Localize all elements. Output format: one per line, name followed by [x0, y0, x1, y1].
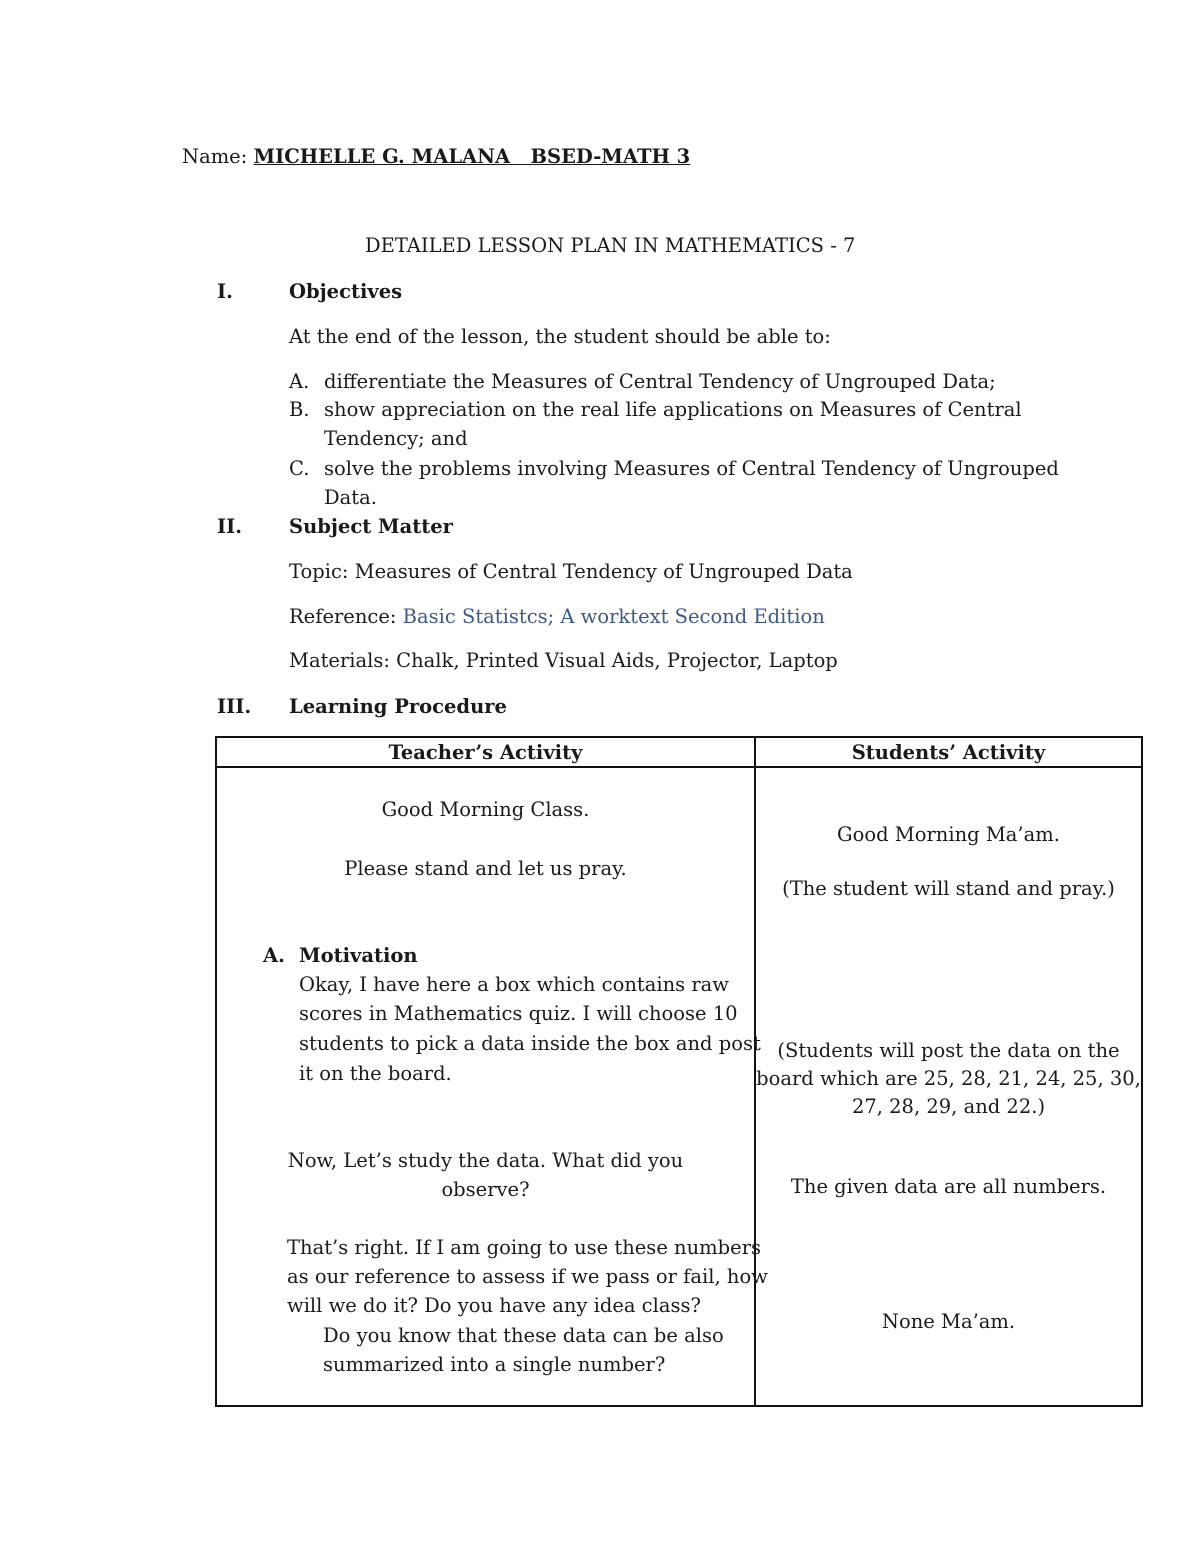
reference-label: Reference: — [289, 605, 397, 628]
section-numeral-procedure: III. — [217, 695, 252, 718]
students-observe: The given data are all numbers. — [790, 1175, 1107, 1198]
objective-item-b-line2: Tendency; and — [324, 427, 468, 450]
section-numeral-subject: II. — [217, 515, 243, 538]
students-post-line-3: 27, 28, 29, and 22.) — [851, 1095, 1046, 1118]
topic-value: Measures of Central Tendency of Ungrouped Data — [354, 560, 853, 583]
motivation-line-4: it on the board. — [299, 1062, 452, 1085]
name-label: Name: — [182, 145, 248, 168]
materials-label: Materials: — [289, 649, 390, 672]
objective-item-b-line1: show appreciation on the real life applications on Measures of Central — [324, 398, 1022, 421]
materials-value: Chalk, Printed Visual Aids, Projector, Laptop — [396, 649, 838, 672]
teacher-right-line-2: as our reference to assess if we pass or fail, how — [287, 1265, 768, 1288]
objective-item-c-line1: solve the problems involving Measures of Central Tendency of Ungrouped — [324, 457, 1059, 480]
teacher-summarize-line-1: Do you know that these data can be also — [323, 1324, 724, 1347]
procedure-table — [215, 736, 1143, 1407]
students-post-line-2: board which are 25, 28, 21, 24, 25, 30, — [756, 1067, 1141, 1090]
students-none: None Ma’am. — [881, 1310, 1016, 1333]
section-numeral-objectives: I. — [217, 280, 233, 303]
document-title: DETAILED LESSON PLAN IN MATHEMATICS - 7 — [365, 234, 856, 257]
table-header-divider — [217, 766, 1141, 768]
motivation-line-1: Okay, I have here a box which contains raw — [299, 973, 729, 996]
students-greeting: Good Morning Ma’am. — [837, 823, 1060, 846]
objective-item-a: differentiate the Measures of Central Tendency of Ungrouped Data; — [324, 370, 996, 393]
section-heading-procedure: Learning Procedure — [289, 695, 507, 718]
motivation-line-3: students to pick a data inside the box and post — [299, 1032, 761, 1055]
objectives-intro: At the end of the lesson, the student should be able to: — [289, 325, 831, 348]
name-value: MICHELLE G. MALANA BSED-MATH 3 — [253, 145, 691, 168]
reference-link[interactable]: Basic Statistcs; A worktext Second Edition — [402, 605, 825, 628]
name-line — [182, 145, 690, 168]
objective-item-c-line2: Data. — [324, 486, 377, 509]
column-header-students: Students’ Activity — [851, 741, 1046, 764]
teacher-right-line-1: That’s right. If I am going to use these numbers — [287, 1236, 762, 1259]
teacher-greeting: Good Morning Class. — [381, 798, 590, 821]
topic-label: Topic: — [289, 560, 349, 583]
motivation-line-2: scores in Mathematics quiz. I will choose 10 — [299, 1002, 738, 1025]
teacher-right-line-3: will we do it? Do you have any idea class? — [287, 1294, 701, 1317]
objective-letter-b: B. — [289, 398, 310, 421]
section-heading-subject: Subject Matter — [289, 515, 453, 538]
motivation-letter: A. — [263, 944, 285, 967]
teacher-pray: Please stand and let us pray. — [344, 857, 627, 880]
topic-line — [289, 560, 853, 583]
column-header-teacher: Teacher’s Activity — [388, 741, 583, 764]
teacher-study-line-2: observe? — [441, 1178, 530, 1201]
materials-line — [289, 649, 838, 672]
students-post-line-1: (Students will post the data on the — [777, 1039, 1120, 1062]
students-pray: (The student will stand and pray.) — [782, 877, 1115, 900]
objective-letter-a: A. — [289, 370, 310, 393]
objective-letter-c: C. — [289, 457, 310, 480]
reference-line — [289, 605, 825, 628]
teacher-summarize-line-2: summarized into a single number? — [323, 1353, 666, 1376]
teacher-study-line-1: Now, Let’s study the data. What did you — [287, 1149, 684, 1172]
motivation-heading: Motivation — [299, 944, 418, 967]
section-heading-objectives: Objectives — [289, 280, 403, 303]
